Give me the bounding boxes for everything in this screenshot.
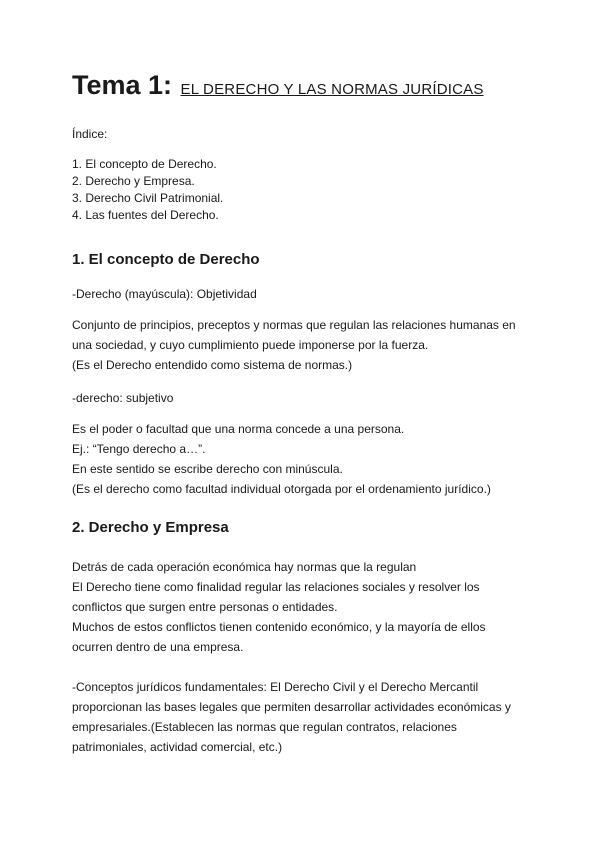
index-item: 3. Derecho Civil Patrimonial. [72,191,224,205]
section1-heading: 1. El concepto de Derecho [72,251,260,268]
paragraph-line: Ej.: “Tengo derecho a…”. [72,442,206,456]
paragraph-line: Es el poder o facultad que una norma concede a una persona. [72,422,405,436]
title-subtitle: EL DERECHO Y LAS NORMAS JURÍDICAS [180,81,484,98]
paragraph-line: Conjunto de principios, preceptos y normas que regulan las relaciones humanas en [72,318,516,332]
paragraph-line: empresariales.(Establecen las normas que regulan contratos, relaciones [72,720,457,734]
section2-paragraph1 [72,557,542,657]
paragraph-line: En este sentido se escribe derecho con minúscula. [72,462,343,476]
index-item: 4. Las fuentes del Derecho. [72,208,219,222]
index-item: 1. El concepto de Derecho. [72,157,217,171]
section1-subjective-paragraph [72,419,542,499]
paragraph-line: patrimoniales, actividad comercial, etc.) [72,740,283,754]
index-label [72,124,542,144]
paragraph-line: (Es el derecho como facultad individual otorgada por el ordenamiento jurídico.) [72,482,491,496]
index-label-text: Índice: [72,127,108,141]
section2-heading: 2. Derecho y Empresa [72,519,229,536]
paragraph-line: (Es el Derecho entendido como sistema de normas.) [72,358,353,372]
section1-subjective-label [72,388,542,408]
section2-paragraph2 [72,677,542,757]
paragraph-line: proporcionan las bases legales que permiten desarrollar actividades económicas y [72,700,511,714]
paragraph-line: conflictos que surgen entre personas o entidades. [72,600,338,614]
section1-objective-label [72,284,542,304]
index-item: 2. Derecho y Empresa. [72,174,195,188]
subjective-label-text: -derecho: subjetivo [72,391,174,405]
paragraph-line: Muchos de estos conflictos tienen contenido económico, y la mayoría de ellos [72,620,486,634]
paragraph-line: Detrás de cada operación económica hay normas que la regulan [72,560,417,574]
section1-objective-paragraph [72,315,542,375]
paragraph-line: una sociedad, y cuyo cumplimiento puede imponerse por la fuerza. [72,338,429,352]
document-title [72,70,484,101]
title-main: Tema 1: [72,70,173,100]
index-list [72,156,542,224]
paragraph-line: ocurren dentro de una empresa. [72,640,244,654]
paragraph-line: -Conceptos jurídicos fundamentales: El Derecho Civil y el Derecho Mercantil [72,680,479,694]
paragraph-line: El Derecho tiene como finalidad regular las relaciones sociales y resolver los [72,580,480,594]
objective-label-text: -Derecho (mayúscula): Objetividad [72,287,257,301]
